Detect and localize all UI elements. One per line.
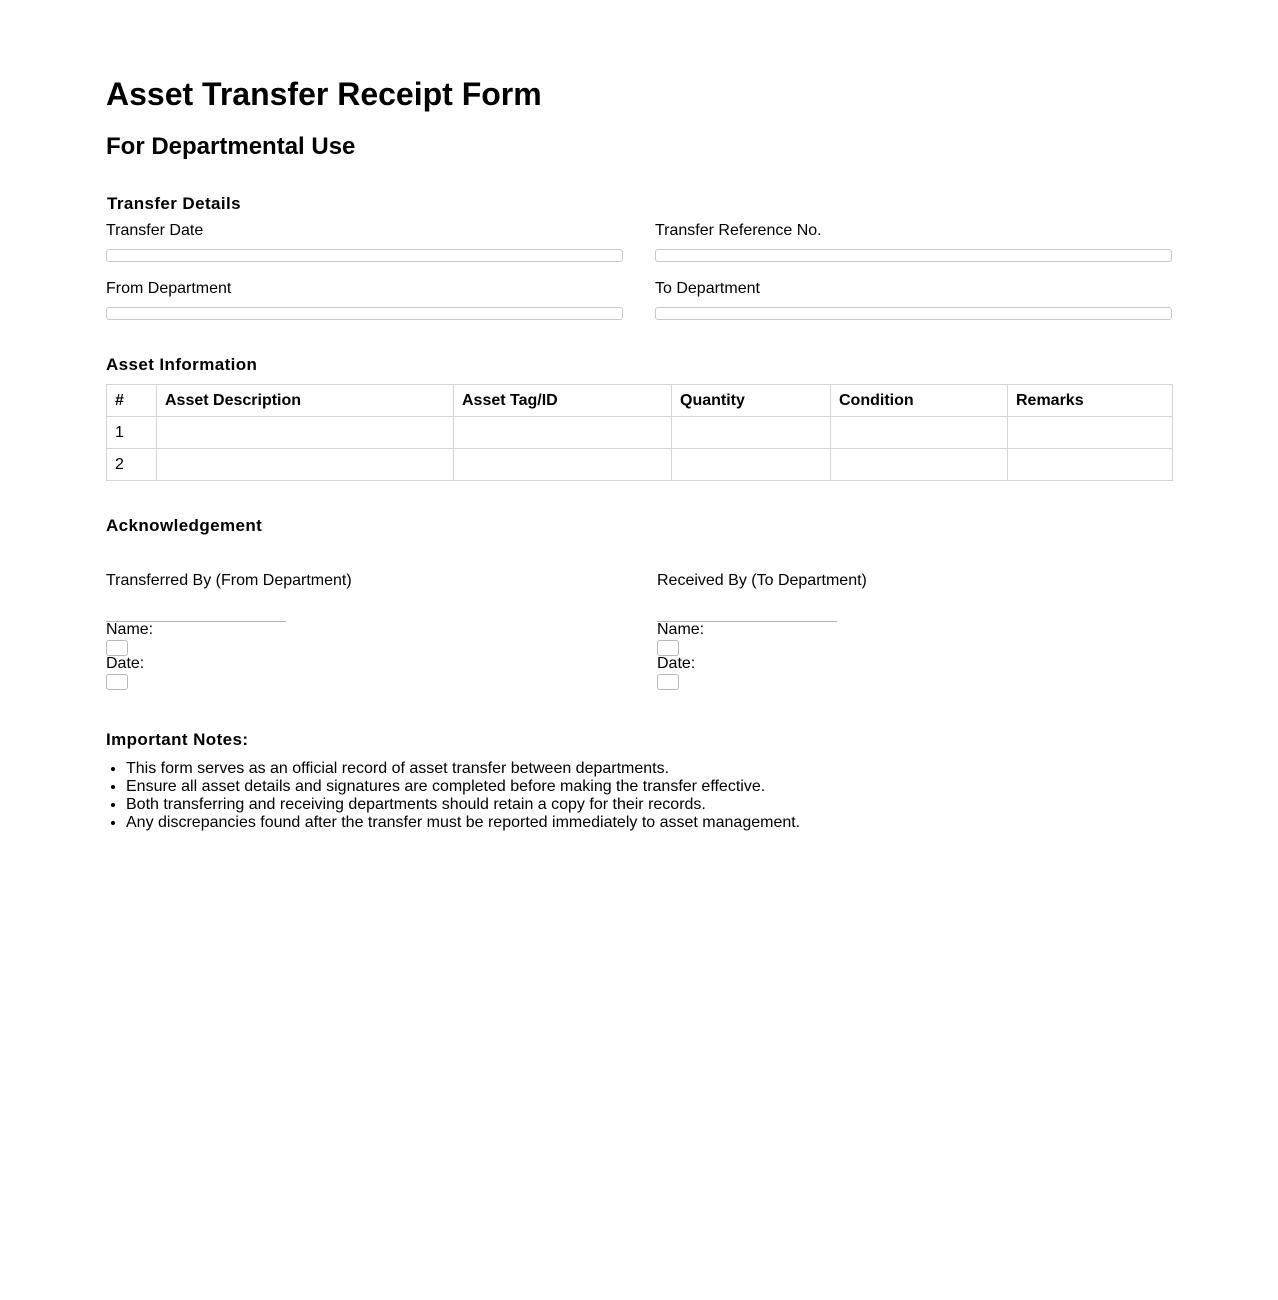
received-by-date-input[interactable] [657, 674, 679, 690]
remarks-cell[interactable] [1008, 417, 1173, 449]
transfer-date-label: Transfer Date [106, 222, 204, 239]
notes-list [106, 760, 800, 832]
list-item: • Ensure all asset details and signatures are completed before making the transfer effective. [126, 778, 800, 796]
received-by-title: Received By (To Department) [657, 572, 867, 589]
quantity-cell[interactable] [672, 417, 831, 449]
asset-table [106, 384, 1173, 481]
reference-no-label: Transfer Reference No. [655, 222, 822, 239]
acknowledgement-heading: Acknowledgement [106, 516, 263, 535]
row-number-cell: 1 [107, 417, 157, 449]
notes-heading: Important Notes: [106, 730, 249, 749]
to-department-input[interactable] [655, 307, 1172, 320]
asset-tag-cell[interactable] [454, 417, 672, 449]
received-by-name-label: Name: [657, 621, 705, 638]
transferred-by-name-label: Name: [106, 621, 154, 638]
column-header-number: # [107, 385, 157, 417]
from-department-label: From Department [106, 280, 232, 297]
column-header-description: Asset Description [157, 385, 454, 417]
column-header-remarks: Remarks [1008, 385, 1173, 417]
list-item: • Both transferring and receiving departments should retain a copy for their records. [126, 796, 800, 814]
list-item: • Any discrepancies found after the transfer must be reported immediately to asset management. [126, 814, 800, 832]
row-number-cell: 2 [107, 449, 157, 481]
page-title: Asset Transfer Receipt Form [106, 76, 542, 112]
asset-description-cell[interactable] [157, 449, 454, 481]
asset-information-heading: Asset Information [106, 355, 258, 374]
to-department-label: To Department [655, 280, 760, 297]
from-department-input[interactable] [106, 307, 623, 320]
page-subtitle: For Departmental Use [106, 133, 356, 160]
reference-no-input[interactable] [655, 249, 1172, 262]
condition-cell[interactable] [831, 449, 1008, 481]
column-header-condition: Condition [831, 385, 1008, 417]
condition-cell[interactable] [831, 417, 1008, 449]
quantity-cell[interactable] [672, 449, 831, 481]
transferred-by-date-label: Date: [106, 655, 145, 672]
asset-tag-cell[interactable] [454, 449, 672, 481]
transfer-date-input[interactable] [106, 249, 623, 262]
transferred-by-title: Transferred By (From Department) [106, 572, 352, 589]
transfer-details-heading: Transfer Details [107, 194, 241, 213]
table-header-row [107, 385, 1173, 417]
table-row [107, 449, 1173, 481]
remarks-cell[interactable] [1008, 449, 1173, 481]
column-header-tag: Asset Tag/ID [454, 385, 672, 417]
column-header-quantity: Quantity [672, 385, 831, 417]
table-row [107, 417, 1173, 449]
received-by-date-label: Date: [657, 655, 696, 672]
asset-description-cell[interactable] [157, 417, 454, 449]
list-item: • This form serves as an official record of asset transfer between departments. [126, 760, 800, 778]
transferred-by-date-input[interactable] [106, 674, 128, 690]
